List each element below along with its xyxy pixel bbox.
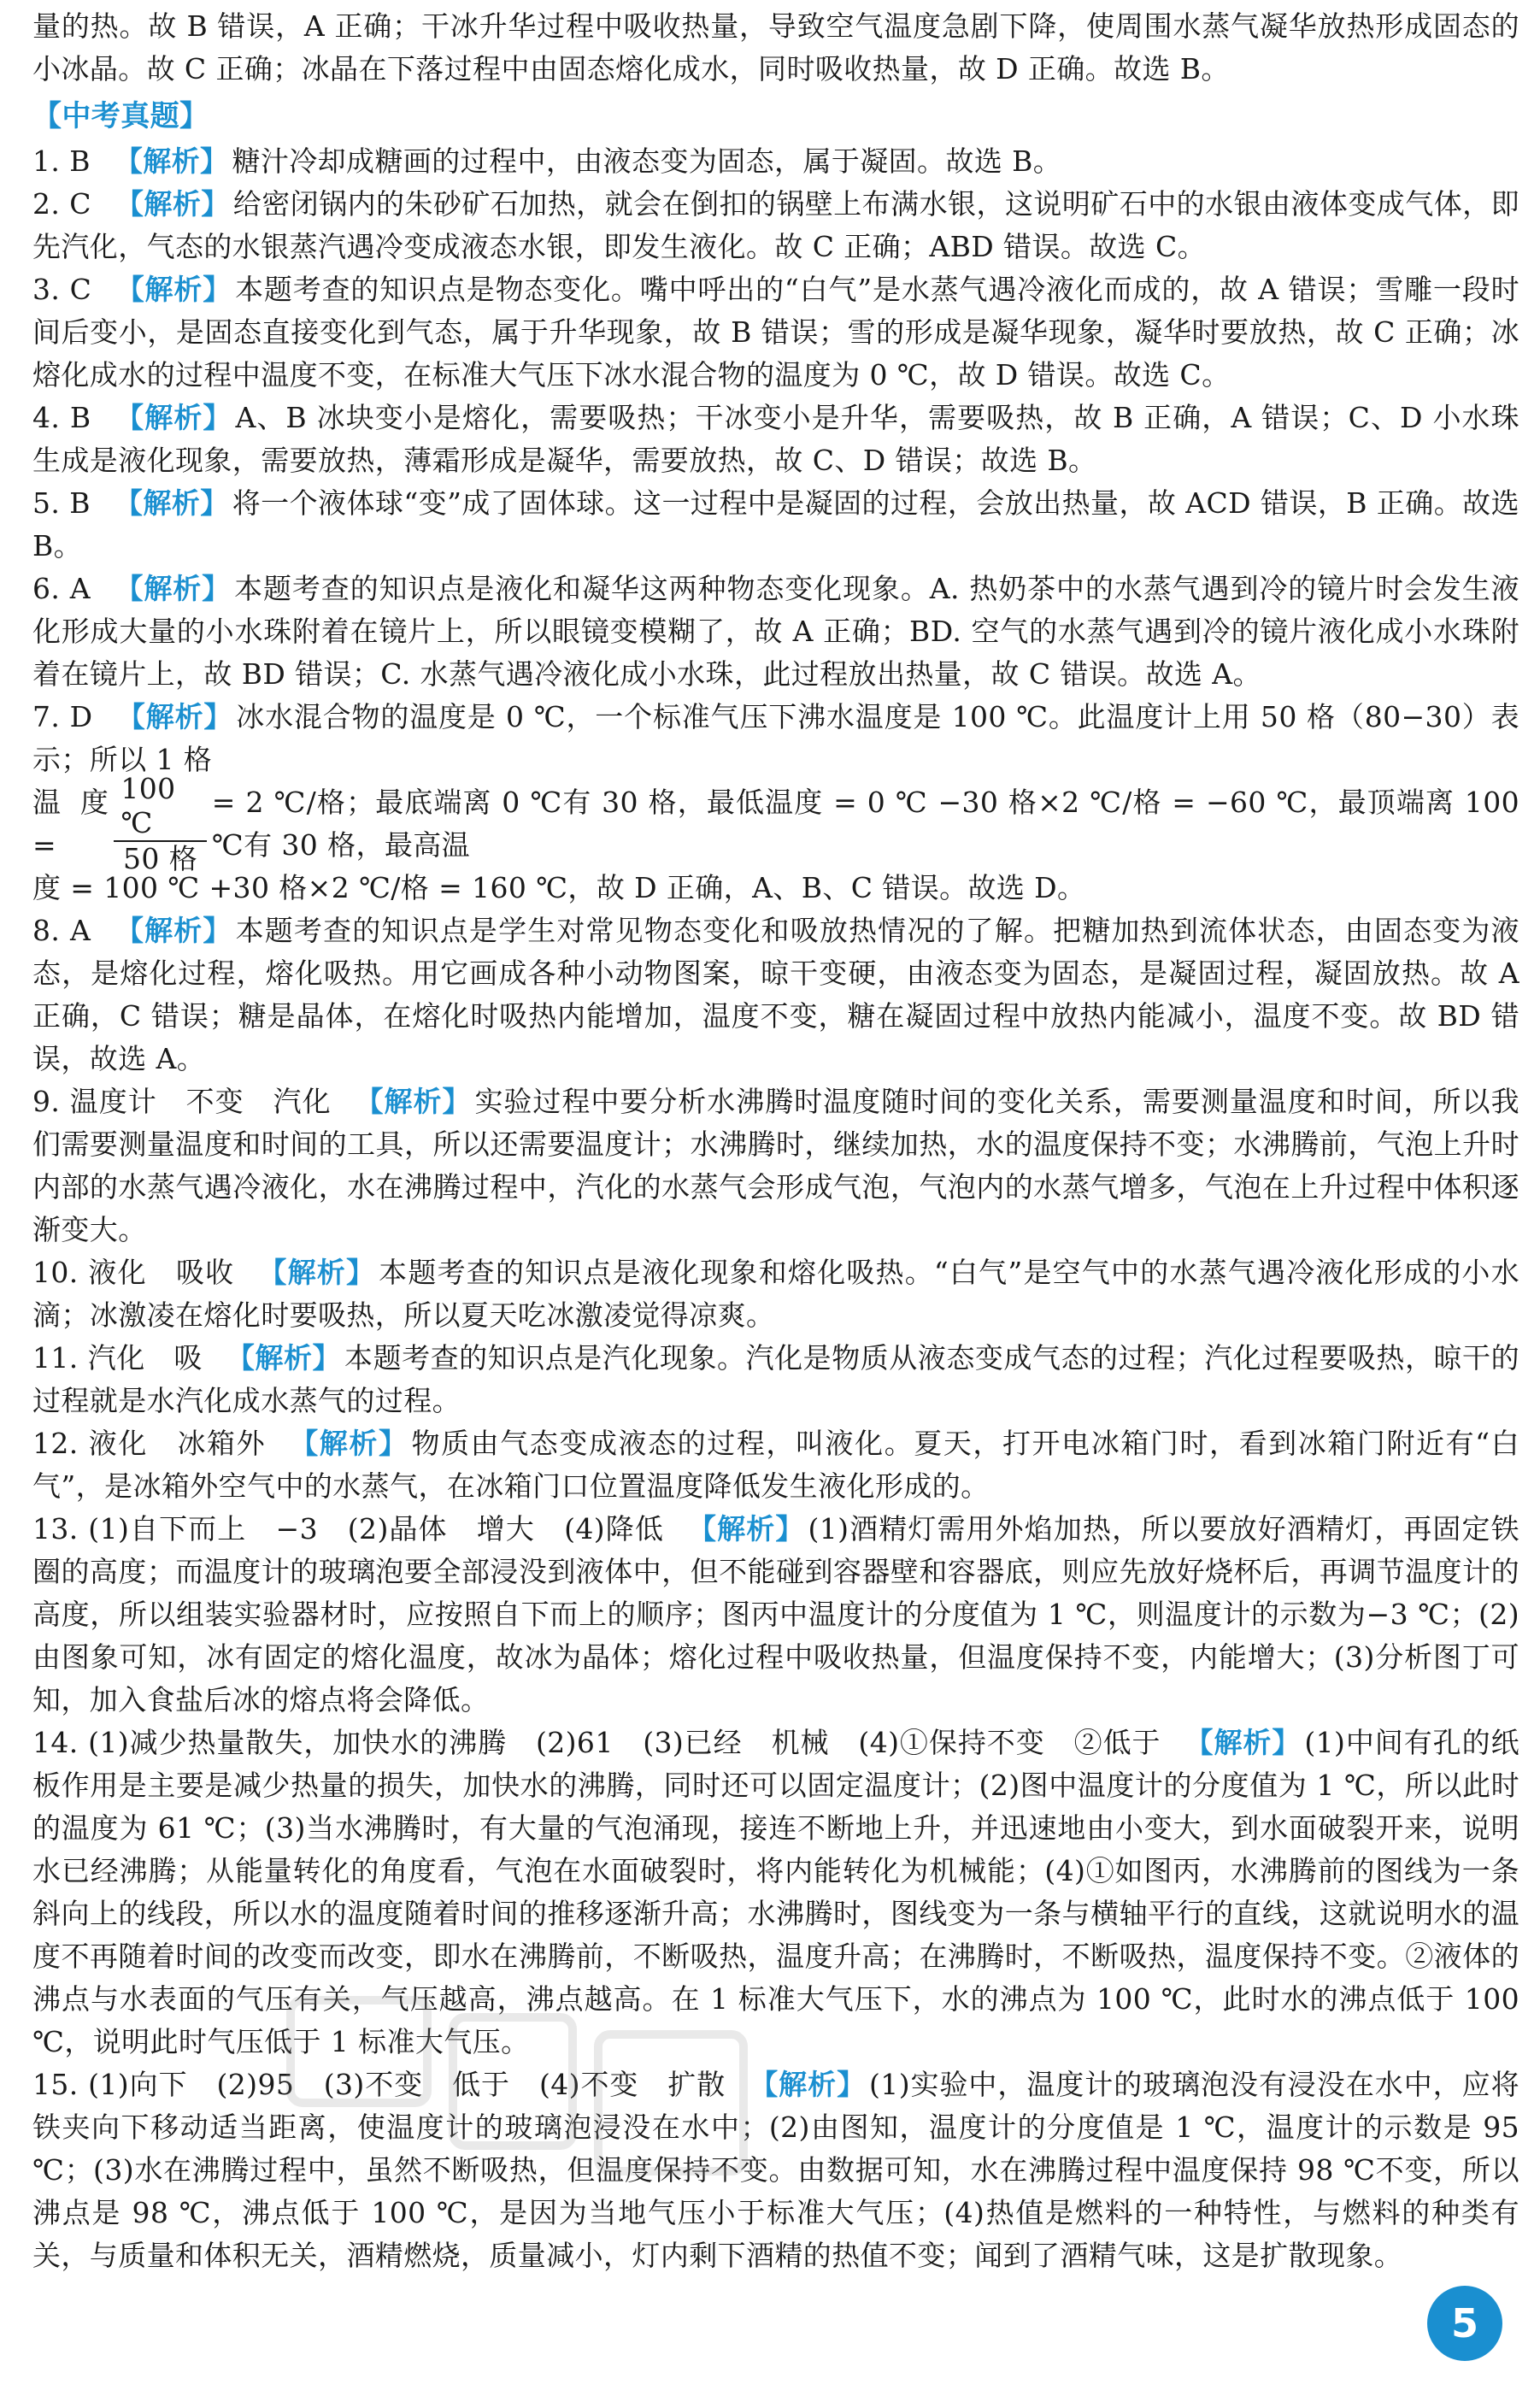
item-answer: B [69,144,91,178]
formula-conclusion: 度 = 100 ℃ +30 格×2 ℃/格 = 160 ℃，故 D 正确，A、B、C 错误。故选 D。 [32,871,1086,904]
answer-item [32,1251,1519,1337]
answer-item [32,397,1519,482]
analysis-tag: 【解析】 [115,273,232,306]
item-number: 1. [32,144,61,178]
fraction [114,772,206,876]
answer-page [32,5,1519,2277]
analysis-text: 本题考查的知识点是汽化现象。汽化是物质从液态变成气态的过程；汽化过程要吸热，晾干的过程就是水汽化成水蒸气的过程。 [32,1341,1519,1417]
answer-item [32,1722,1519,2063]
analysis-text: 实验过程中要分析水沸腾时温度随时间的变化关系，需要测量温度和时间，所以我们需要测量温度和时间的工具，所以还需要温度计；水沸腾时，继续加热，水的温度保持不变；水沸腾前，气泡上升时内部的水蒸气遇冷液化，水在沸腾过程中，汽化的水蒸气会形成气泡，气泡内的水蒸气增多，气泡在上升过程中体积逐渐变大。 [32,1085,1519,1246]
analysis-text: 本题考查的知识点是液化现象和熔化吸热。“白气”是空气中的水蒸气遇冷液化形成的小水滴；冰激凌在熔化时要吸热，所以夏天吃冰激凌觉得凉爽。 [32,1256,1520,1332]
analysis-text: 本题考查的知识点是液化和凝华这两种物态变化现象。A. 热奶茶中的水蒸气遇到冷的镜片时会发生液化形成大量的小水珠附着在镜片上，所以眼镜变模糊了，故 A 正确；BD. 空气的水蒸气遇到冷的镜片液化成小水珠附着在镜片上，故 BD 错误；C. 水蒸气遇冷液化成小水珠，此过程放出热量，故 C 错误。故选 A。 [32,572,1520,691]
analysis-text: (1)酒精灯需用外焰加热，所以要放好酒精灯，再固定铁圈的高度；而温度计的玻璃泡要全部浸没到液体中，但不能碰到容器壁和容器底，则应先放好烧杯后，再调节温度计的高度，所以组装实验器材时，应按照自下而上的顺序；图丙中温度计的分度值为 1 ℃，则温度计的示数为−3 ℃；(2)由图象可知，冰有固定的熔化温度，故冰为晶体；熔化过程中吸收热量，但温度保持不变，内能增大；(3)分析图丁可知，加入食盐后冰的熔点将会降低。 [32,1512,1519,1716]
formula-label: 温度 = [32,786,109,862]
item-answer: A [69,914,91,947]
item-number: 3. [32,273,61,306]
item-answer: 液化 吸收 [88,1256,235,1289]
answer-item [32,910,1519,1080]
item-number: 8. [32,914,61,947]
analysis-tag: 【解析】 [226,1341,342,1375]
analysis-tag: 【解析】 [115,187,230,221]
item-answer: (1)向下 (2)95 (3)不变 低于 (4)不变 扩散 [88,2068,726,2101]
analysis-text: 将一个液体球“变”成了固体球。这一过程中是凝固的过程，会放出热量，故 ACD 错误，B 正确。故选 B。 [32,486,1519,562]
item-answer: A [69,572,91,605]
formula-line [32,772,1519,875]
intro-line-2: 晶。故 C 正确；冰晶在下落过程中由固态熔化成水，同时吸收热量，故 D 正确。故选 B。 [89,52,1230,85]
item-answer: 汽化 吸 [87,1341,203,1375]
item-number: 13. [32,1512,79,1545]
item-number: 15. [32,2068,79,2101]
intro-line-1: 量的热。故 B 错误，A 正确；干冰升华过程中吸收热量，导致空气温度急剧下降，使周围水蒸气凝华放热形成固态的小冰 [32,9,1519,85]
item-number: 6. [32,572,61,605]
analysis-tag: 【解析】 [290,1427,409,1460]
analysis-text: 冰水混合物的温度是 0 ℃，一个标准气压下沸水温度是 100 ℃。此温度计上用 50 格（80−30）表示；所以 1 格 [32,700,1519,776]
analysis-tag: 【解析】 [749,2068,867,2101]
analysis-tag: 【解析】 [688,1512,805,1545]
answer-item [32,1080,1519,1251]
page-number-badge: 5 [1427,2286,1502,2361]
item-number: 4. [32,401,61,434]
answer-item [32,2063,1519,2277]
section-title: 【中考真题】 [32,99,209,133]
analysis-tag: 【解析】 [114,486,229,520]
item-answer: 温度计 不变 汽化 [69,1085,332,1118]
item-answer: B [69,486,91,520]
analysis-text: (1)中间有孔的纸板作用是主要是减少热量的损失，加快水的沸腾，同时还可以固定温度计；(2)图中温度计的分度值为 1 ℃，所以此时的温度为 61 ℃；(3)当水沸腾时，有大量的气泡涌现，接连不断地上升，并迅速地由小变大，到水面破裂开来，说明水已经沸腾；从能量转化的角度看，气泡在水面破裂时，将内能转化为机械能；(4)①如图丙，水沸腾前的图线为一条斜向上的线段，所以水的温度随着时间的推移逐渐升高；水沸腾时，图线变为一条与横轴平行的直线，这就说明水的温度不再随着时间的改变而改变，即水在沸腾前，不断吸热，温度升高；在沸腾时，不断吸热，温度保持不变。②液体的沸点与水表面的气压有关，气压越高，沸点越高。在 1 标准大气压下，水的沸点为 100 ℃，此时水的沸点低于 100 ℃，说明此时气压低于 1 标准大气压。 [32,1726,1519,2058]
fraction-numerator: 100 ℃ [114,772,206,842]
item-number: 2. [32,187,61,221]
analysis-tag: 【解析】 [114,144,229,178]
answer-item [32,482,1519,568]
item-number: 7. [32,700,61,733]
item-answer: D [69,700,93,733]
item-number: 9. [32,1085,61,1118]
item-number: 12. [32,1427,79,1460]
analysis-tag: 【解析】 [115,914,232,947]
item-number: 10. [32,1256,79,1289]
item-answer: (1)减少热量散失，加快水的沸腾 (2)61 (3)已经 机械 (4)①保持不变 ②低于 [88,1726,1161,1759]
item-number: 14. [32,1726,79,1759]
answer-item [32,1508,1519,1722]
item-answer: C [69,187,91,221]
analysis-tag: 【解析】 [116,700,233,733]
analysis-tag: 【解析】 [1184,1726,1302,1759]
item-answer: C [69,273,92,306]
answer-item [32,183,1519,268]
item-answer: 液化 冰箱外 [88,1427,267,1460]
answer-item [32,1422,1519,1508]
answer-item [32,568,1519,696]
analysis-text: 本题考查的知识点是学生对常见物态变化和吸放热情况的了解。把糖加热到流体状态，由固态变为液态，是熔化过程，熔化吸热。用它画成各种小动物图案，晾干变硬，由液态变为固态，是凝固过程，凝固放热。故 A 正确，C 错误；糖是晶体，在熔化时吸热内能增加，温度不变，糖在凝固过程中放热内能减小，温度不变。故 BD 错误，故选 A。 [32,914,1519,1075]
item-answer: (1)自下而上 −3 (2)晶体 增大 (4)降低 [88,1512,664,1545]
answer-item [32,1337,1519,1422]
answer-item [32,268,1519,397]
analysis-text: 物质由气态变成液态的过程，叫液化。夏天，打开电冰箱门时，看到冰箱门附近有“白气”，是冰箱外空气中的水蒸气，在冰箱门口位置温度降低发生液化形成的。 [32,1427,1520,1503]
analysis-text: A、B 冰块变小是熔化，需要吸热；干冰变小是升华，需要吸热，故 B 正确，A 错误；C、D 小水珠生成是液化现象，需要放热，薄霜形成是凝华，需要放热，故 C、D 错误；故选 B。 [32,401,1520,477]
analysis-text: 给密闭锅内的朱砂矿石加热，就会在倒扣的锅壁上布满水银，这说明矿石中的水银由液体变成气体，即先汽化，气态的水银蒸汽遇冷变成液态水银，即发生液化。故 C 正确；ABD 错误。故选 C。 [32,187,1520,263]
answer-item [32,696,1519,781]
item-number: 11. [32,1341,79,1375]
item-answer: B [69,401,91,434]
formula-continuation: = 2 ℃/格；最底端离 0 ℃有 30 格，最低温度 = 0 ℃ −30 格×2 ℃/格 = −60 ℃，最顶端离 100 ℃有 30 格，最高温 [211,786,1519,862]
intro-paragraph [32,5,1519,91]
answer-list [32,140,1519,2277]
analysis-text: (1)实验中，温度计的玻璃泡没有浸没在水中，应将铁夹向下移动适当距离，使温度计的玻璃泡浸没在水中；(2)由图知，温度计的分度值是 1 ℃，温度计的示数是 95 ℃；(3)水在沸腾过程中，虽然不断吸热，但温度保持不变。由数据可知，水在沸腾过程中温度保持 98 ℃不变，所以沸点是 98 ℃，沸点低于 100 ℃，是因为当地气压小于标准大气压；(4)热值是燃料的一种特性，与燃料的种类有关，与质量和体积无关，酒精燃烧，质量减小，灯内剩下酒精的热值不变；闻到了酒精气味，这是扩散现象。 [32,2068,1519,2272]
fraction-denominator: 50 格 [123,842,198,875]
item-number: 5. [32,486,61,520]
analysis-text: 本题考查的知识点是物态变化。嘴中呼出的“白气”是水蒸气遇冷液化而成的，故 A 错误；雪雕一段时间后变小，是固态直接变化到气态，属于升华现象，故 B 错误；雪的形成是凝华现象，凝华时要放热，故 C 正确；冰熔化成水的过程中温度不变，在标准大气压下冰水混合物的温度为 0 ℃，故 D 错误。故选 C。 [32,273,1519,392]
analysis-tag: 【解析】 [115,401,232,434]
analysis-tag: 【解析】 [114,572,232,605]
analysis-tag: 【解析】 [258,1256,376,1289]
analysis-text: 糖汁冷却成糖画的过程中，由液态变为固态，属于凝固。故选 B。 [232,144,1062,178]
analysis-tag: 【解析】 [355,1085,472,1118]
answer-item [32,140,1519,183]
